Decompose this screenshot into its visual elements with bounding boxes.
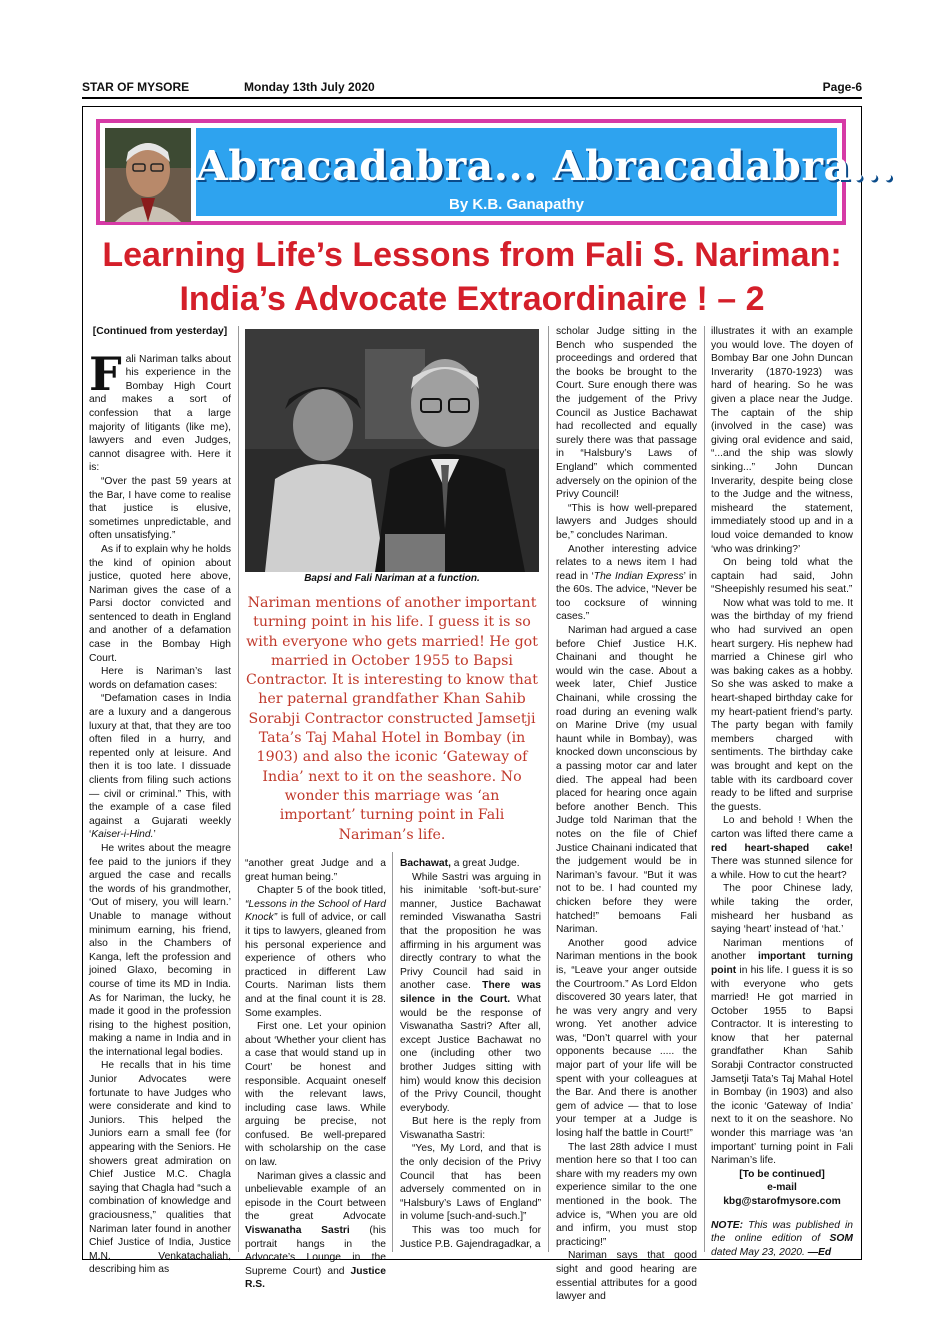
column-divider xyxy=(238,326,239,1252)
paragraph: Chapter 5 of the book titled, “Lessons in the School of Hard Knock” is full of advice, or call it tips to lawyers, gleaned from his personal experience and experience of others who practiced in different Law Courts. Nariman lists them and at the final count it is 28. Some examples. xyxy=(245,885,386,1019)
article-column-3 xyxy=(400,857,541,1251)
column-title: Abracadabra... Abracadabra... xyxy=(196,142,895,190)
paragraph: As if to explain why he holds the kind of opinion about justice, quoted here above, Nariman gives the case of a Parsi doctor convicted and sentenced to death in England and another of a defamation case in the Bombay High Court. xyxy=(89,543,231,664)
column-divider xyxy=(704,326,705,1252)
paragraph: Here is Nariman’s last words on defamation cases: xyxy=(89,666,231,691)
editor-note: NOTE: This was published in the online edition of SOM dated May 23, 2020. —Ed xyxy=(711,1219,853,1258)
paragraph: Fali Nariman talks about his experience in the Bombay High Court and makes a sort of confession that a large majority of litigants (like me), lawyers and even Judges, cannot disagree with. Here it is: xyxy=(89,346,231,474)
continued-note: [Continued from yesterday] xyxy=(92,326,228,337)
paragraph: Nariman had argued a case before Chief Justice H.K. Chainani and thought he would win the case. About a week later, Chief Justice Chainani, while crossing the road during an evening walk on Marine Drive (my usual haunt while in Bombay), was knocked down unconscious by a passing motor car and later died. The appeal had been placed for hearing once again before another Bench. This Judge told Nariman that the notes on the file of Chief Justice Chainani indicated that the judgement would be in Nariman’s favour. “But it was not to be. I had counted my chicken before they were hatched!” bemoans Fali Nariman. xyxy=(556,625,697,936)
banner-panel xyxy=(196,128,895,216)
pull-quote: Nariman mentions of another important turning point in his life. I guess it is so with everyone who gets married! He got married in October 1955 to Bapsi Contractor. It is interesting to know that her paternal grandfather Khan Sahib Sorabji Contractor constructed Jamsetji Tata’s Taj Mahal Hotel in Bombay (in 1903) and also the iconic ‘Gateway of India’ next to it on the seashore. No wonder this marriage was ‘an important’ turning point in Fali Nariman’s life. xyxy=(246,595,538,843)
paragraph: First one. Let your opinion about ‘Whether your client has a case that would stand up in Court’ be honest and responsible. Acquaint oneself with the relevant laws, including case laws. While arguing be precise, not confused. Be well-prepared with scholarship on the case on law. xyxy=(245,1021,386,1169)
masthead-rule xyxy=(82,97,862,99)
paragraph: On being told what the captain had said, John “Sheepishly resumed his seat.” xyxy=(711,557,853,596)
paragraph: Nariman says that good sight and good hearing are essential attributes for a good lawyer and xyxy=(556,1250,697,1303)
paragraph: But here is the reply from Viswanatha Sastri: xyxy=(400,1116,541,1141)
paragraph: He writes about the meagre fee paid to the juniors if they argued the case and recalls the words of his grandmother, ‘Out of misery, you will learn.’ Unable to manage without minimum earning, his friend, also in the Chambers of Kanga, left the profession and joined Glaxo, becoming in course of time its MD in India. As for Nariman, the lucky, he made it good in the profession rising to the highest position, making a name in India and in the international legal bodies. xyxy=(89,842,231,1058)
paragraph: illustrates it with an example you would love. The doyen of Bombay Bar one John Duncan Inverarity (1870-1923) was hard of hearing. So he was given a place near the Judge. The captain of the ship (involved in the case) was giving oral evidence and said, “...and the ship was slowly sinking...” John Duncan Inverarity, despite being close to the Judge and the witness, misheard the statement, immediately stood up and in a loud voice demanded to know ‘who was drinking?’ xyxy=(711,326,853,555)
article-column-1 xyxy=(89,325,231,1277)
paragraph: “This is how well-prepared lawyers and Judges should be,” concludes Nariman. xyxy=(556,502,697,541)
article-column-2 xyxy=(245,857,386,1292)
paragraph: He recalls that in his time Junior Advocates were fortunate to have Judges who were considerate and kind to Juniors. This helped the Juniors earn a small fee (for appearing with the Seniors. He showers great admiration on Chief Justice M.C. Chagla saying that Chagla had “such a combination of knowledge and graciousness,” qualities that Nariman later found in another Chief Justice of India, Justice M.N. Venkatachaliah, describing him as xyxy=(89,1060,231,1276)
author-portrait xyxy=(105,128,191,222)
column-divider xyxy=(548,326,549,1252)
paragraph: The last 28th advice I must mention here so that I too can share with my readers my own experience similar to the one mentioned in the book. The advice is, “When you are old and infirm, you must stop practicing!” xyxy=(556,1141,697,1248)
article-column-5 xyxy=(711,325,853,1259)
banner-border xyxy=(100,123,895,221)
drop-cap: F xyxy=(89,346,122,401)
paragraph: Another good advice Nariman mentions in the book is, “Leave your anger outside the Courtroom.” As Lord Eldon discovered 30 years later, that he was very angry and very wrong. Yet another advice was, “Don’t quarrel with your opponents because ..... the major part of your life will be spent with your colleagues at the Bar. And there is another gem of advice — that to lose your temper at a Judge is losing half the battle in Court!” xyxy=(556,937,697,1140)
author-email[interactable]: kbg@starofmysore.com xyxy=(723,1196,841,1207)
paragraph: Nariman gives a classic and unbelievable example of an episode in the Court between the great Advocate Viswanatha Sastri (his portrait hangs in the Advocate’s Lounge in the Supreme Court) and Justice R.S. xyxy=(245,1170,386,1291)
article-photo xyxy=(245,329,539,572)
paragraph: “Yes, My Lord, and that is the only decision of the Privy Council that has been adversely commented on in “Halsbury’s Laws of England” in volume [such-and-such.]” xyxy=(400,1143,541,1223)
paragraph: Lo and behold ! When the carton was lifted there came a red heart-shaped cake! There was stunned silence for a while. How to cut the heart? xyxy=(711,815,853,881)
paragraph: Bachawat, a great Judge. xyxy=(400,858,520,869)
masthead xyxy=(82,80,862,98)
paragraph: Now what was told to me. It was the birthday of my friend who had survived an open heart surgery. His nephew had married a Chinese girl who was baking cakes as a hobby. So she was asked to make a heart-shaped birthday cake for my heart-patient friend’s party. The party began with family members charged with sentiments. The birthday cake was brought and kept on the table with its cardboard cover ready to be lifted and surprise the guests. xyxy=(711,597,853,813)
to-be-continued: [To be continued] xyxy=(739,1168,825,1180)
paragraph: “Defamation cases in India are a luxury and a dangerous luxury at that, that they are too often filed in a hurry, and repented only at leisure. And then it is too late. I dissuade clients from filing such actions — civil or criminal.” This, with the example of a case filed against a Gujarati weekly ‘Kaiser-i-Hind.’ xyxy=(89,693,231,841)
photo-caption: Bapsi and Fali Nariman at a function. xyxy=(304,573,480,584)
column-divider xyxy=(392,852,393,1252)
column-byline: By K.B. Ganapathy xyxy=(448,196,585,213)
paragraph: scholar Judge sitting in the Bench who suspended the proceedings and ordered that the books be brought to the Court. Sure enough there was the judgement of the Privy Council as Justice Bachawat had recollected and equally surely there was that passage in “Halsbury’s Laws of England” which commented adversely on the opinion of the Privy Council! xyxy=(556,326,697,501)
page-number: Page-6 xyxy=(822,80,862,94)
paragraph: Another interesting advice relates to a news item I had read in ‘The Indian Express’ in the 60s. The advice, “Never be too cocksure of winning cases.” xyxy=(556,543,697,623)
paragraph: “another great Judge and a great human being.” xyxy=(245,858,386,883)
paragraph: The poor Chinese lady, while taking the order, misheard her husband as saying ‘heart’ instead of ‘hat.’ xyxy=(711,883,853,936)
paragraph: Nariman mentions of another important turning point in his life. I guess it is so with everyone who gets married! He got married in October 1955 to Bapsi Contractor. It is interesting to know that her paternal grandfather Khan Sahib Sorabji Contractor constructed Jamsetji Tata’s Taj Mahal Hotel in Bombay (in 1903) and also the iconic ‘Gateway of India’ next to it on the seashore. No wonder this marriage was ‘an important’ turning point in Fali Nariman’s life. xyxy=(711,937,853,1167)
issue-date: Monday 13th July 2020 xyxy=(244,80,375,94)
paragraph: While Sastri was arguing in his inimitable ‘soft-but-sure’ manner, Justice Bachawat reminded Viswanatha Sastri that the proposition he was affirming in his argument was directly contrary to what the Privy Council had said in another case. There was silence in the Court. What would be the response of Viswanatha Sastri? After all, except Justice Bachawat no one (including other two brother Judges sitting with him) would know this decision of the Privy Council, thought everybody. xyxy=(400,871,541,1114)
article-column-4 xyxy=(556,325,697,1304)
paper-name: STAR OF MYSORE xyxy=(82,80,190,94)
headline-line-2: India’s Advocate Extraordinaire ! – 2 xyxy=(179,280,765,318)
email-label: e-mail xyxy=(767,1182,797,1194)
column-banner xyxy=(96,119,895,225)
paragraph: This was too much for Justice P.B. Gajendragadkar, a xyxy=(400,1225,541,1250)
paragraph: “Over the past 59 years at the Bar, I have come to realise that justice is elusive, sometimes unpredictable, and often unsatisfying.” xyxy=(89,475,231,542)
headline-line-1: Learning Life’s Lessons from Fali S. Nariman: xyxy=(102,236,842,274)
